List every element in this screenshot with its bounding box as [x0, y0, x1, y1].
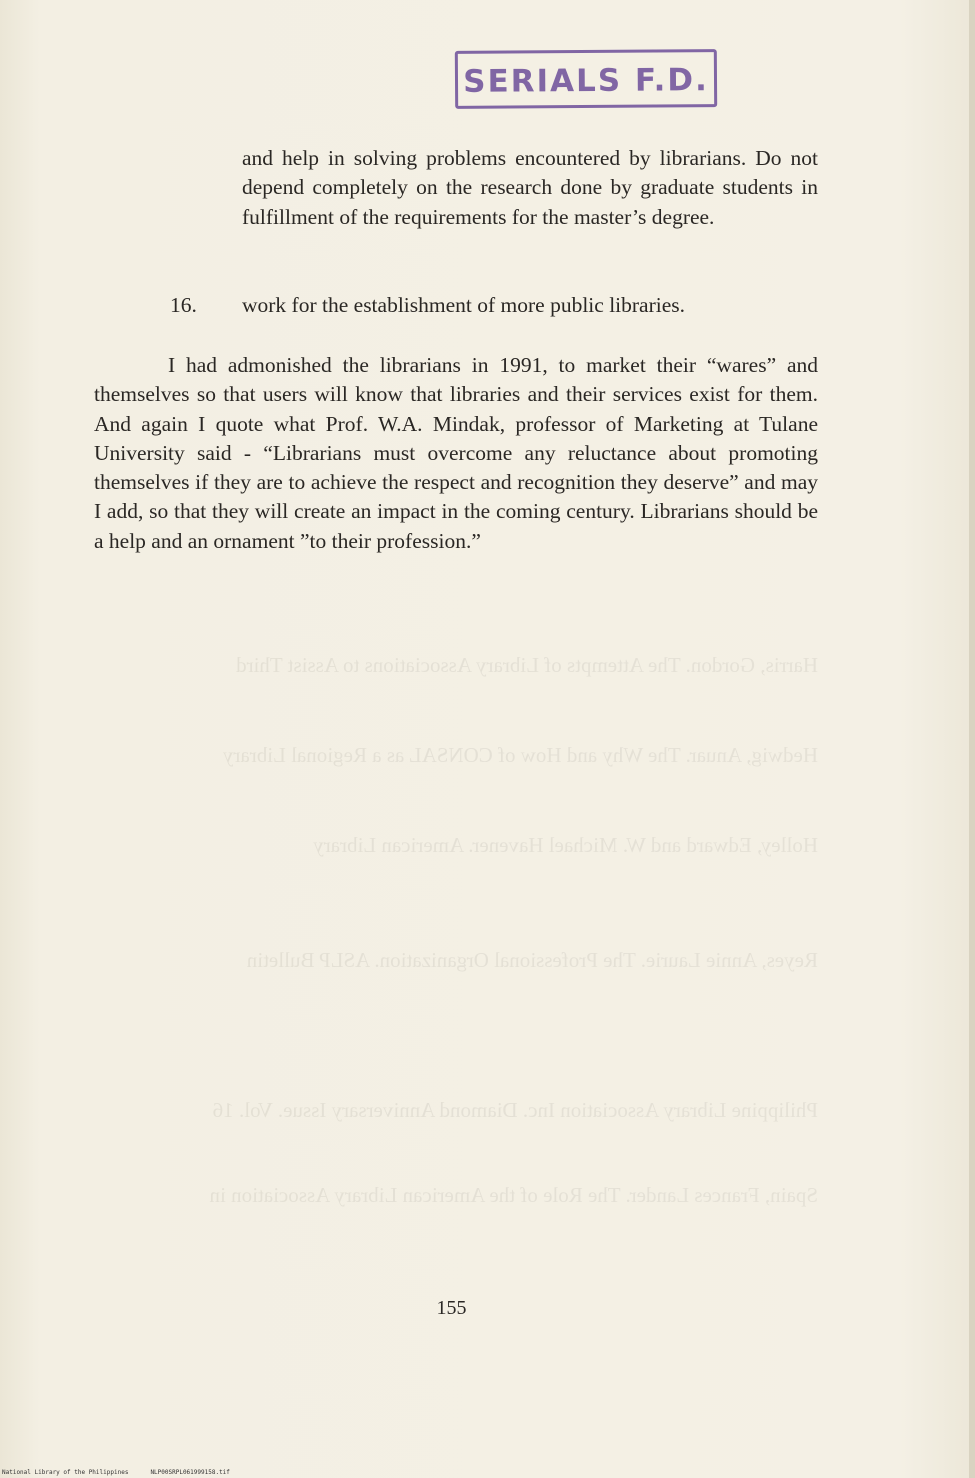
- body-paragraph: I had admonished the librarians in 1991, to market their “wares” and themselves so that users will know that libraries and their services exist for them. And again I quote what Prof. W.A. Mindak, professor of Marketing at Tulane University said - “Librarians must overcome any reluctance about promoting themselves if they are to achieve the respect and recognition they deserve” and may I add, so that they will create an impact in the coming century. Librarians should be a help and an ornament ”to their profession.”: [94, 353, 818, 553]
- page-edge: [969, 0, 975, 1478]
- scan-footer: [2, 1469, 252, 1476]
- list-item-number: 16.: [170, 293, 197, 317]
- show-through-text: Harris, Gordon. The Attempts of Library Associations to Assist Third: [236, 653, 818, 677]
- show-through-text: Reyes, Annie Laurie. The Professional Organization. ASLP Bulletin: [246, 948, 818, 972]
- continued-item-text: and help in solving problems encountered by librarians. Do not depend completely on the research done by graduate students in fulfillment of the requirements for the master’s degree.: [242, 146, 818, 229]
- serials-stamp: [455, 49, 717, 109]
- footer-library: National Library of the Philippines: [2, 1469, 129, 1476]
- footer-file: NLP00SRPL061999158.tif: [150, 1469, 230, 1476]
- list-item-text: work for the establishment of more public libraries.: [242, 293, 686, 317]
- show-through-text: Hedwig, Anuar. The Why and How of CONSAL as a Regional Library: [222, 743, 818, 767]
- page-number: 155: [436, 1297, 467, 1319]
- show-through-text: Spain, Frances Lander. The Role of the American Library Association in: [209, 1183, 818, 1207]
- show-through-text: Holley, Edward and W. Michael Havener. American Library: [313, 833, 818, 857]
- stamp-text: SERIALS F.D.: [463, 62, 709, 100]
- show-through-text: Philippine Library Association Inc. Diamond Anniversary Issue. Vol. 16: [212, 1098, 818, 1122]
